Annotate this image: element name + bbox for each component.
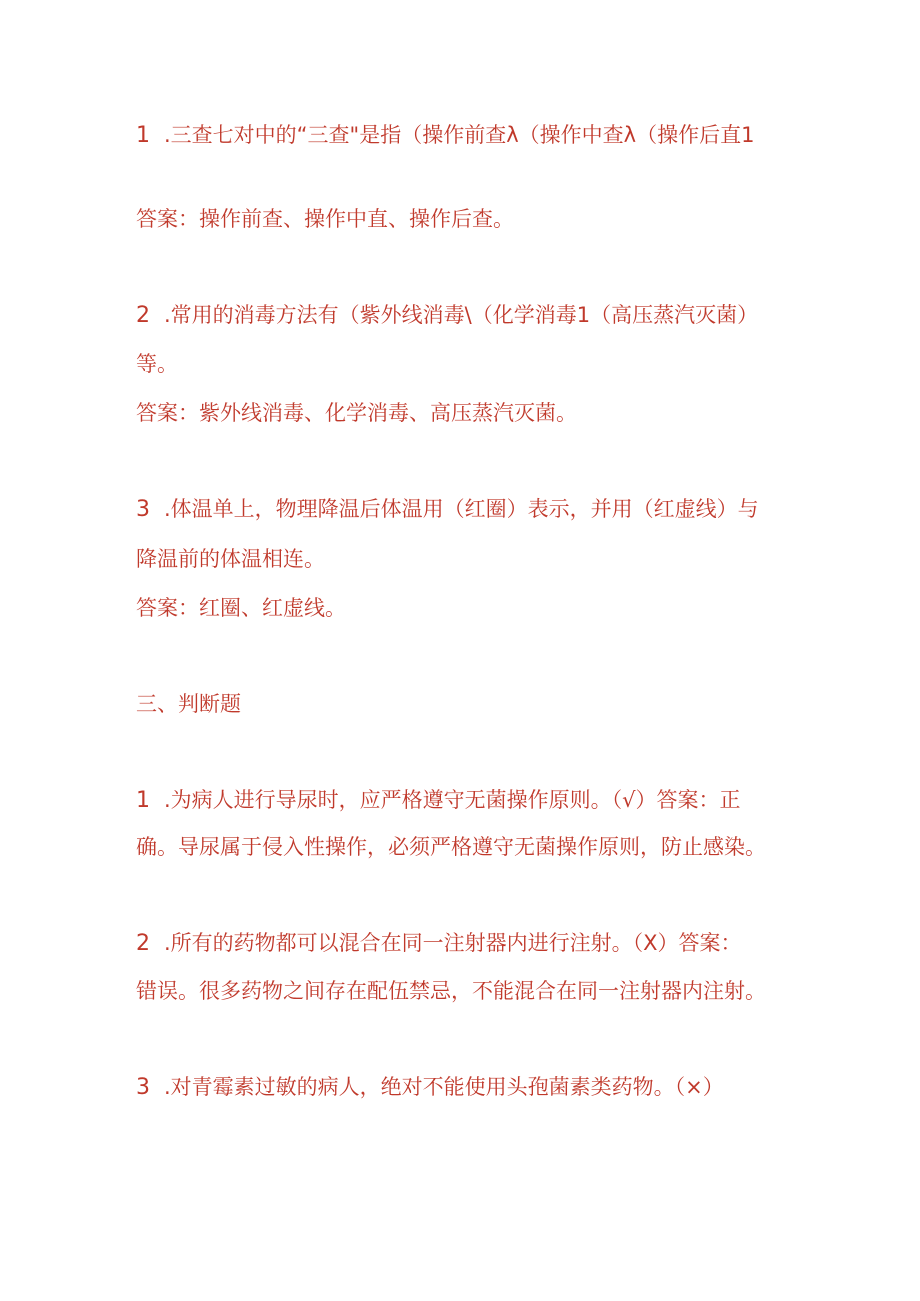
question-text: .常用的消毒方法有（紫外线消毒\（化学消毒1（高压蒸汽灭菌） [164,303,759,327]
section-title: 三、判断题 [136,692,241,716]
question-2-line-2: 等。 [136,352,178,376]
answer-1: 答案：操作前查、操作中直、操作后查。 [136,207,514,231]
judgement-1-line-2: 确。导尿属于侵入性操作，必须严格遵守无菌操作原则，防止感染。 [136,835,766,859]
question-text: .所有的药物都可以混合在同一注射器内进行注射。（X）答案： [164,931,742,955]
question-number: 1 [136,788,150,813]
answer-3: 答案：红圈、红虚线。 [136,596,346,620]
question-text: .三查七对中的“三查"是指（操作前查λ（操作中查λ（操作后直1 [164,123,755,147]
question-3-line-1 [136,495,759,524]
question-text: .为病人进行导尿时，应严格遵守无菌操作原则。（√）答案：正 [164,788,741,812]
question-2-line-1 [136,301,758,330]
judgement-1-line-1 [136,786,741,815]
question-text: .体温单上，物理降温后体温用（红圈）表示，并用（红虚线）与 [164,497,759,521]
answer-2: 答案：紫外线消毒、化学消毒、高压蒸汽灭菌。 [136,401,577,425]
question-1-line-1 [136,121,754,150]
question-3-line-2: 降温前的体温相连。 [136,547,325,571]
judgement-2-line-1 [136,929,742,958]
question-number: 2 [136,931,150,956]
judgement-2-line-2: 错误。很多药物之间存在配伍禁忌，不能混合在同一注射器内注射。 [136,979,766,1003]
question-number: 2 [136,303,150,328]
question-number: 1 [136,123,150,148]
question-number: 3 [136,497,150,522]
judgement-3-line-1 [136,1073,724,1102]
question-text: .对青霉素过敏的病人，绝对不能使用头孢菌素类药物。（×） [164,1075,724,1099]
question-number: 3 [136,1075,150,1100]
